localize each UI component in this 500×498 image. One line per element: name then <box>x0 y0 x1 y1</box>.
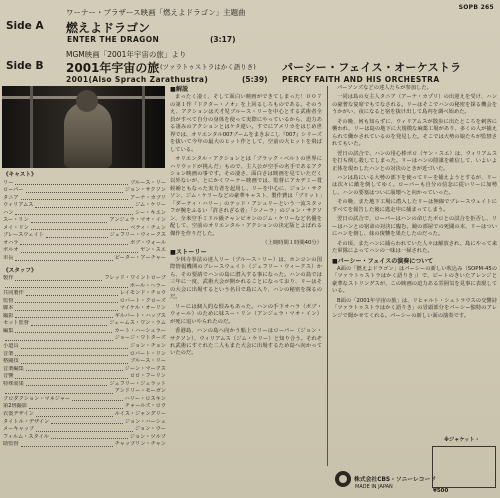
credit-leader-dots <box>26 290 118 296</box>
story-paragraph: その晩、何も知らずに、ウィリアムスが散歩に出たところを刺客に襲われ、リーは島の地下に大規模な麻薬工場があり、多くの人が捕えられて働かされているのを発見した。そこでは大勢の娘たちが監禁されてもいた。 <box>332 118 497 148</box>
story-paragraph: その頃、またハンに捕らわれていた人々は解放され、島にやって来た軍隊によってハンの一味は一掃された。 <box>332 240 497 255</box>
credit-role: 製作 <box>3 275 14 282</box>
credit-row <box>3 441 166 449</box>
commentary-paragraph: まったく凄く、そして面白い映画ができてしまった！００７の第１作『ドクター・ノオ』を上回るしろものである。そのうえ、アクションは天才児ブルース・リーを中心とする武術者全員がすべて自分の身体を使って実際にやっているから、迫力ある凄みのアクションとはケタ違い。すでにアメリカをはじめ世界では、オリエンタル007ブームをまきおこし『007』シリーズを抜いて今年の最大のヒット作として、空前の大ヒットを飛ばしている。 <box>170 94 322 153</box>
credit-role: フィルム・スタイル <box>3 433 49 440</box>
credit-leader-dots <box>15 351 127 357</box>
made-in-label: MADE IN JAPAN <box>355 484 393 490</box>
credit-person: ジョージ・ワトターズ <box>114 335 166 342</box>
credit-role: ハン <box>3 209 14 216</box>
credit-role: オハラ <box>3 239 19 246</box>
credit-leader-dots <box>31 217 108 223</box>
credit-row <box>3 426 166 434</box>
credit-role: タニア <box>3 194 19 201</box>
story-paragraph: 少林寺拳法の達人リー（ブルース・リー）は、ホンコンの国際情報機関のブレースウェイト（ジェフリー・ウィークス）から、その要請でハンの島に潜入する事になった。ハンの島では三年に一度、武術大会が開かれることになっており、リーはその大会に出場するという名目で島に入り、ハンの秘密を探るのだ。 <box>170 256 322 301</box>
side-b-title-jp: 2001年宇宙の旅 <box>66 61 160 75</box>
price-label: ¥500 <box>433 488 449 494</box>
credit-row <box>3 247 166 255</box>
credit-row <box>3 305 166 313</box>
side-a-title-en: ENTER THE DRAGON <box>67 35 160 44</box>
credit-role: ボルオ <box>3 247 19 254</box>
credit-leader-dots <box>15 180 128 186</box>
credit-row <box>3 255 166 263</box>
credit-role: 音楽編集 <box>3 365 24 372</box>
credit-row <box>3 419 166 427</box>
credit-row <box>3 187 166 195</box>
credit-row <box>3 358 166 366</box>
credit-role: プロダクション・マネジャー <box>3 395 71 402</box>
credit-person: ロバート・リン <box>129 350 166 357</box>
story-paragraph: その晩、また地下工場に潜入したリーは無線でブレースウェイトにすべてを報告した後に逃走中に捕まってしまう。 <box>332 199 497 213</box>
side-a-title-jp: 燃えよドラゴン <box>66 21 151 35</box>
artist-name-jp: パーシー・フェイス・オーケストラ <box>282 61 462 74</box>
credit-person: ジェフリー・ウィークス <box>109 232 166 239</box>
credit-role: スー・リン <box>3 217 29 224</box>
credit-person: ジョン・チョン <box>129 343 166 350</box>
staff-heading: 《スタッフ》 <box>3 267 37 274</box>
credit-row <box>3 403 166 411</box>
credit-role: ブレースウェイト <box>3 232 44 239</box>
story-paragraph: 翌日の試合で、ローパーはハンの命じたボロとの試合を拒否し、リーはハンとの宿命の対決に臨む。鏡の部屋での死闘の末、リーはついにハンを倒し、妹の復讐を果たしたのだった。 <box>332 216 497 238</box>
credit-person: ジーン・マークス <box>124 365 166 372</box>
credit-leader-dots <box>21 358 129 364</box>
side-b-time: (5:39) <box>242 75 268 84</box>
commentary-column-1 <box>170 85 322 360</box>
credit-row <box>3 195 166 203</box>
credit-person: ポール・ヘラー <box>129 282 166 289</box>
credit-leader-dots <box>31 225 128 231</box>
credit-person: ジェームス・ワン・ラム <box>109 320 166 327</box>
credit-leader-dots <box>15 328 112 334</box>
credit-person: ピーター・アーチャー <box>114 255 166 262</box>
credit-role: 音楽 <box>3 350 14 357</box>
credit-role: ウィリアムス <box>3 202 34 209</box>
credit-role: 格闘技 <box>3 358 19 365</box>
credit-leader-dots <box>21 343 128 349</box>
credit-role: 音響 <box>3 373 14 380</box>
credit-role: 特殊効果 <box>3 380 24 387</box>
credit-leader-dots <box>20 240 128 246</box>
credit-row <box>3 283 166 291</box>
credit-person: ロロ・フーリン <box>129 373 166 380</box>
credit-leader-dots <box>35 202 133 208</box>
story-heading: ■ストーリー <box>170 248 207 256</box>
credit-person: ブルース・リー <box>130 358 166 365</box>
credit-row <box>3 381 166 389</box>
credit-leader-dots <box>5 335 113 341</box>
credit-row <box>3 320 166 328</box>
story-paragraph: 香港島、ハンの島へ向かう船上でリーはローパー（ジョン・サクソン）、ウィリアムス（ジム・ケリー）と知り合う。それぞれ武術にすぐれた二人もまた大会に出場するため島へ向かっていたのだ。 <box>170 328 322 357</box>
credit-row <box>3 335 166 343</box>
side-b-title-jp-sub: (ツァラトゥストラはかく語りき) <box>160 63 256 71</box>
credit-leader-dots <box>72 396 122 402</box>
credit-row <box>3 217 166 225</box>
credit-person: アンジェラ・マオ・イン <box>109 217 166 224</box>
side-a-label: Side A <box>6 20 44 32</box>
story-column-2 <box>332 85 497 322</box>
credit-person: ギルバート・ハッブス <box>114 312 166 319</box>
catalog-number: SOPB 265 <box>458 4 494 11</box>
credit-row <box>3 328 166 336</box>
runtime-note: （上映時間１時間40分） <box>262 240 322 247</box>
credit-row <box>3 411 166 419</box>
performance-paragraph: A面の「燃えよドラゴン」はパーシーの新しい吹込み（SOPM-45の「ツァラトゥストラはかく語りき」）で、ビートのきいたアレンジと豪華なストリングスが、この映画の迫力ある雰囲気を見事に表現している。 <box>332 265 497 295</box>
credit-leader-dots <box>21 195 128 201</box>
artist-name-en: PERCY FAITH AND HIS ORCHESTRA <box>282 75 440 84</box>
side-b-subtitle: MGM映画「2001年宇宙の旅」より <box>66 50 187 59</box>
cast-heading: 《キャスト》 <box>3 172 37 178</box>
credit-role: 衣裳デザイン <box>3 410 34 417</box>
record-company: 株式会社CBS・ソニーレコード <box>354 477 437 483</box>
credit-role: 小道具 <box>3 343 19 350</box>
performance-heading: ■パーシー・フェイスの演奏について <box>332 257 434 265</box>
credit-row <box>3 396 166 404</box>
story-paragraph: リーには個人的な恨みもあった。ハンの手下オハラ（ボブ・ウォール）のために妹スー・リン（アンジェラ・マオ・イン）が死に追いやられたのだ。 <box>170 303 322 325</box>
credit-leader-dots <box>21 247 139 253</box>
credit-row <box>3 351 166 359</box>
credit-leader-dots <box>51 434 128 440</box>
story-paragraph: 翌日の試合で、ハンの用心棒ボロ（ヤン・スエ）は、ウィリアムスを打ち倒し殺してしまった。リーはハンの陰謀を確信して、いよいよ正体を現わしたハンとの対決のときが近づいた。 <box>332 150 497 172</box>
commentary-heading: ■解説 <box>170 86 189 93</box>
credit-row <box>3 298 166 306</box>
side-b-label: Side B <box>6 60 44 72</box>
credit-leader-dots <box>15 210 132 216</box>
credit-leader-dots <box>26 187 123 193</box>
credit-person: ハリー・ロスキン <box>124 395 166 402</box>
column-divider <box>327 86 328 466</box>
credit-person: アンドリー・モーガン <box>114 388 166 395</box>
credit-leader-dots <box>21 441 113 447</box>
credit-person: ベティ・チュン <box>130 224 166 231</box>
footer-note: ※ジャケット・ <box>444 437 480 443</box>
credit-leader-dots <box>5 283 128 289</box>
credit-row <box>3 275 166 283</box>
credit-person: ボブ・ウォール <box>129 239 166 246</box>
credit-leader-dots <box>36 426 133 432</box>
credit-role: 第2班撮影 <box>3 403 28 410</box>
credit-role: メイ・リン <box>3 224 29 231</box>
credit-role: 監督 <box>3 297 14 304</box>
credit-role: 撮影 <box>3 312 14 319</box>
credit-person: ブルース・リー <box>130 179 166 186</box>
side-a-subtitle: ワーナー・ブラザース映画「燃えよドラゴン」主題曲 <box>66 8 246 17</box>
credit-leader-dots <box>5 388 113 394</box>
credit-role: 編集 <box>3 327 14 334</box>
credit-role: セット監督 <box>3 320 29 327</box>
credit-row <box>3 240 166 248</box>
credit-role: タイトル・デザイン <box>3 418 50 425</box>
credit-row <box>3 343 166 351</box>
credit-leader-dots <box>26 366 123 372</box>
credit-row <box>3 290 166 298</box>
credit-person: アーナ・カプリ <box>130 194 166 201</box>
credit-person: チャールズ・ロウ <box>124 403 166 410</box>
credit-role: 脚本 <box>3 305 14 312</box>
credit-row <box>3 388 166 396</box>
credit-row <box>3 210 166 218</box>
credit-person: ジェフリー・ジェラット <box>109 380 166 387</box>
side-a-time: (3:17) <box>210 35 236 44</box>
credit-leader-dots <box>51 419 123 425</box>
credit-leader-dots <box>15 305 117 311</box>
credit-leader-dots <box>46 232 108 238</box>
credit-role: メーキャップ <box>3 426 35 433</box>
credit-row <box>3 366 166 374</box>
credit-row <box>3 232 166 240</box>
credits-list <box>3 171 166 449</box>
bruce-lee-photo <box>2 86 165 168</box>
credit-leader-dots <box>15 255 112 261</box>
footer-frame <box>432 446 496 488</box>
side-b-title-en: 2001(Also Sprach Zarathustra) <box>66 75 209 84</box>
credit-leader-dots <box>15 275 102 281</box>
credit-person: チャップリン・チャン <box>114 441 166 448</box>
credit-leader-dots <box>31 320 107 326</box>
credit-person: ジョン・ハーシュ <box>124 418 166 425</box>
credit-role: 市長 <box>3 255 14 262</box>
credit-row <box>3 225 166 233</box>
credit-role: リー <box>3 179 14 186</box>
credit-person: ジム・ケリー <box>135 202 166 209</box>
credit-leader-dots <box>15 298 117 304</box>
credit-row <box>3 180 166 188</box>
cbs-eye-logo-inner <box>339 475 347 483</box>
story-paragraph: ハンは島にいる大勢の部下を使ってリーを捕えようとするが、リーは次々に敵を倒してゆく。ローパーも自分の信念に従いリーに加勢し、ハンの要塞はついに崩壊へと向かっていった。 <box>332 174 497 196</box>
credit-row <box>3 434 166 442</box>
credit-row <box>3 202 166 210</box>
credit-person: ジョン・ウー <box>134 426 166 433</box>
credit-person: マイケル・オーリン <box>119 305 166 312</box>
credit-role: 助監督 <box>3 441 19 448</box>
performance-paragraph: B面の「2001年宇宙の旅」は、リヒャルト・シュトラウスの交響詩「ツァラトゥストラはかく語りき」の冒頭部分をパーシー独特のアレンジで聞かせてくれる。パーシーの新しい面の演奏です。 <box>332 297 497 319</box>
credit-person: ジョン・サクソン <box>124 187 166 194</box>
credit-leader-dots <box>26 381 108 387</box>
story-paragraph: 一同は島の女主人タニア（アーナ・カプリ）の出迎えを受け、ハンの豪奢な宴席でもてなされる。リーはそこでハンの秘密を探る機会をうかがい、夜になると宿を抜け出して島内を調べ始めた。 <box>332 94 497 116</box>
credit-person: ルイス・ジャングリー <box>114 410 166 417</box>
credit-person: ヤン・スエ <box>140 247 166 254</box>
credit-role: 共同製作 <box>3 290 24 297</box>
credit-person: レイモンド・チョウ <box>119 290 166 297</box>
credit-person: シー・キエン <box>134 209 166 216</box>
credit-leader-dots <box>36 411 113 417</box>
credit-person: ロバート・クローズ <box>119 297 166 304</box>
credit-leader-dots <box>15 373 127 379</box>
commentary-paragraph: オリエンタル・アクションとは「ブラック・ベルトの世界にハリウッドが挑んだ」もので、主人公が空手の名手であるアクション映画の事です。その凄さ、面白さは映画を見ていただく以外ないが、とにかくワーナー映画では、監督にアカデミー賞候補ともなった実力者を起用し、リーを中心に、ジョン・サクソン、ジム・ケリーなどの豪華キャスト、製作費は「ブリット」「ダーティ・ハリー」のテッド・アシュリーという一流スタッフが腕をふるい「許されざる者」「シノーラ」のジョン・サクソン、全米空手ミドル級チャンピオンのジム・ケリーなど名優を配して、空前のオリエンタル・アクションの決定版とよばれる傑作を作りだした。 <box>170 156 322 237</box>
credit-person: ジョン・ツルプ <box>129 433 166 440</box>
credit-person: フレッド・ワイントローブ <box>104 275 166 282</box>
credit-role: ローパー <box>3 187 24 194</box>
credit-row <box>3 313 166 321</box>
credit-leader-dots <box>15 313 112 319</box>
credit-row <box>3 373 166 381</box>
credit-person: カート・ハーシュラー <box>114 327 166 334</box>
story-paragraph: パーソンズなどの達人たちが参加した。 <box>337 85 432 91</box>
credit-leader-dots <box>29 403 123 409</box>
